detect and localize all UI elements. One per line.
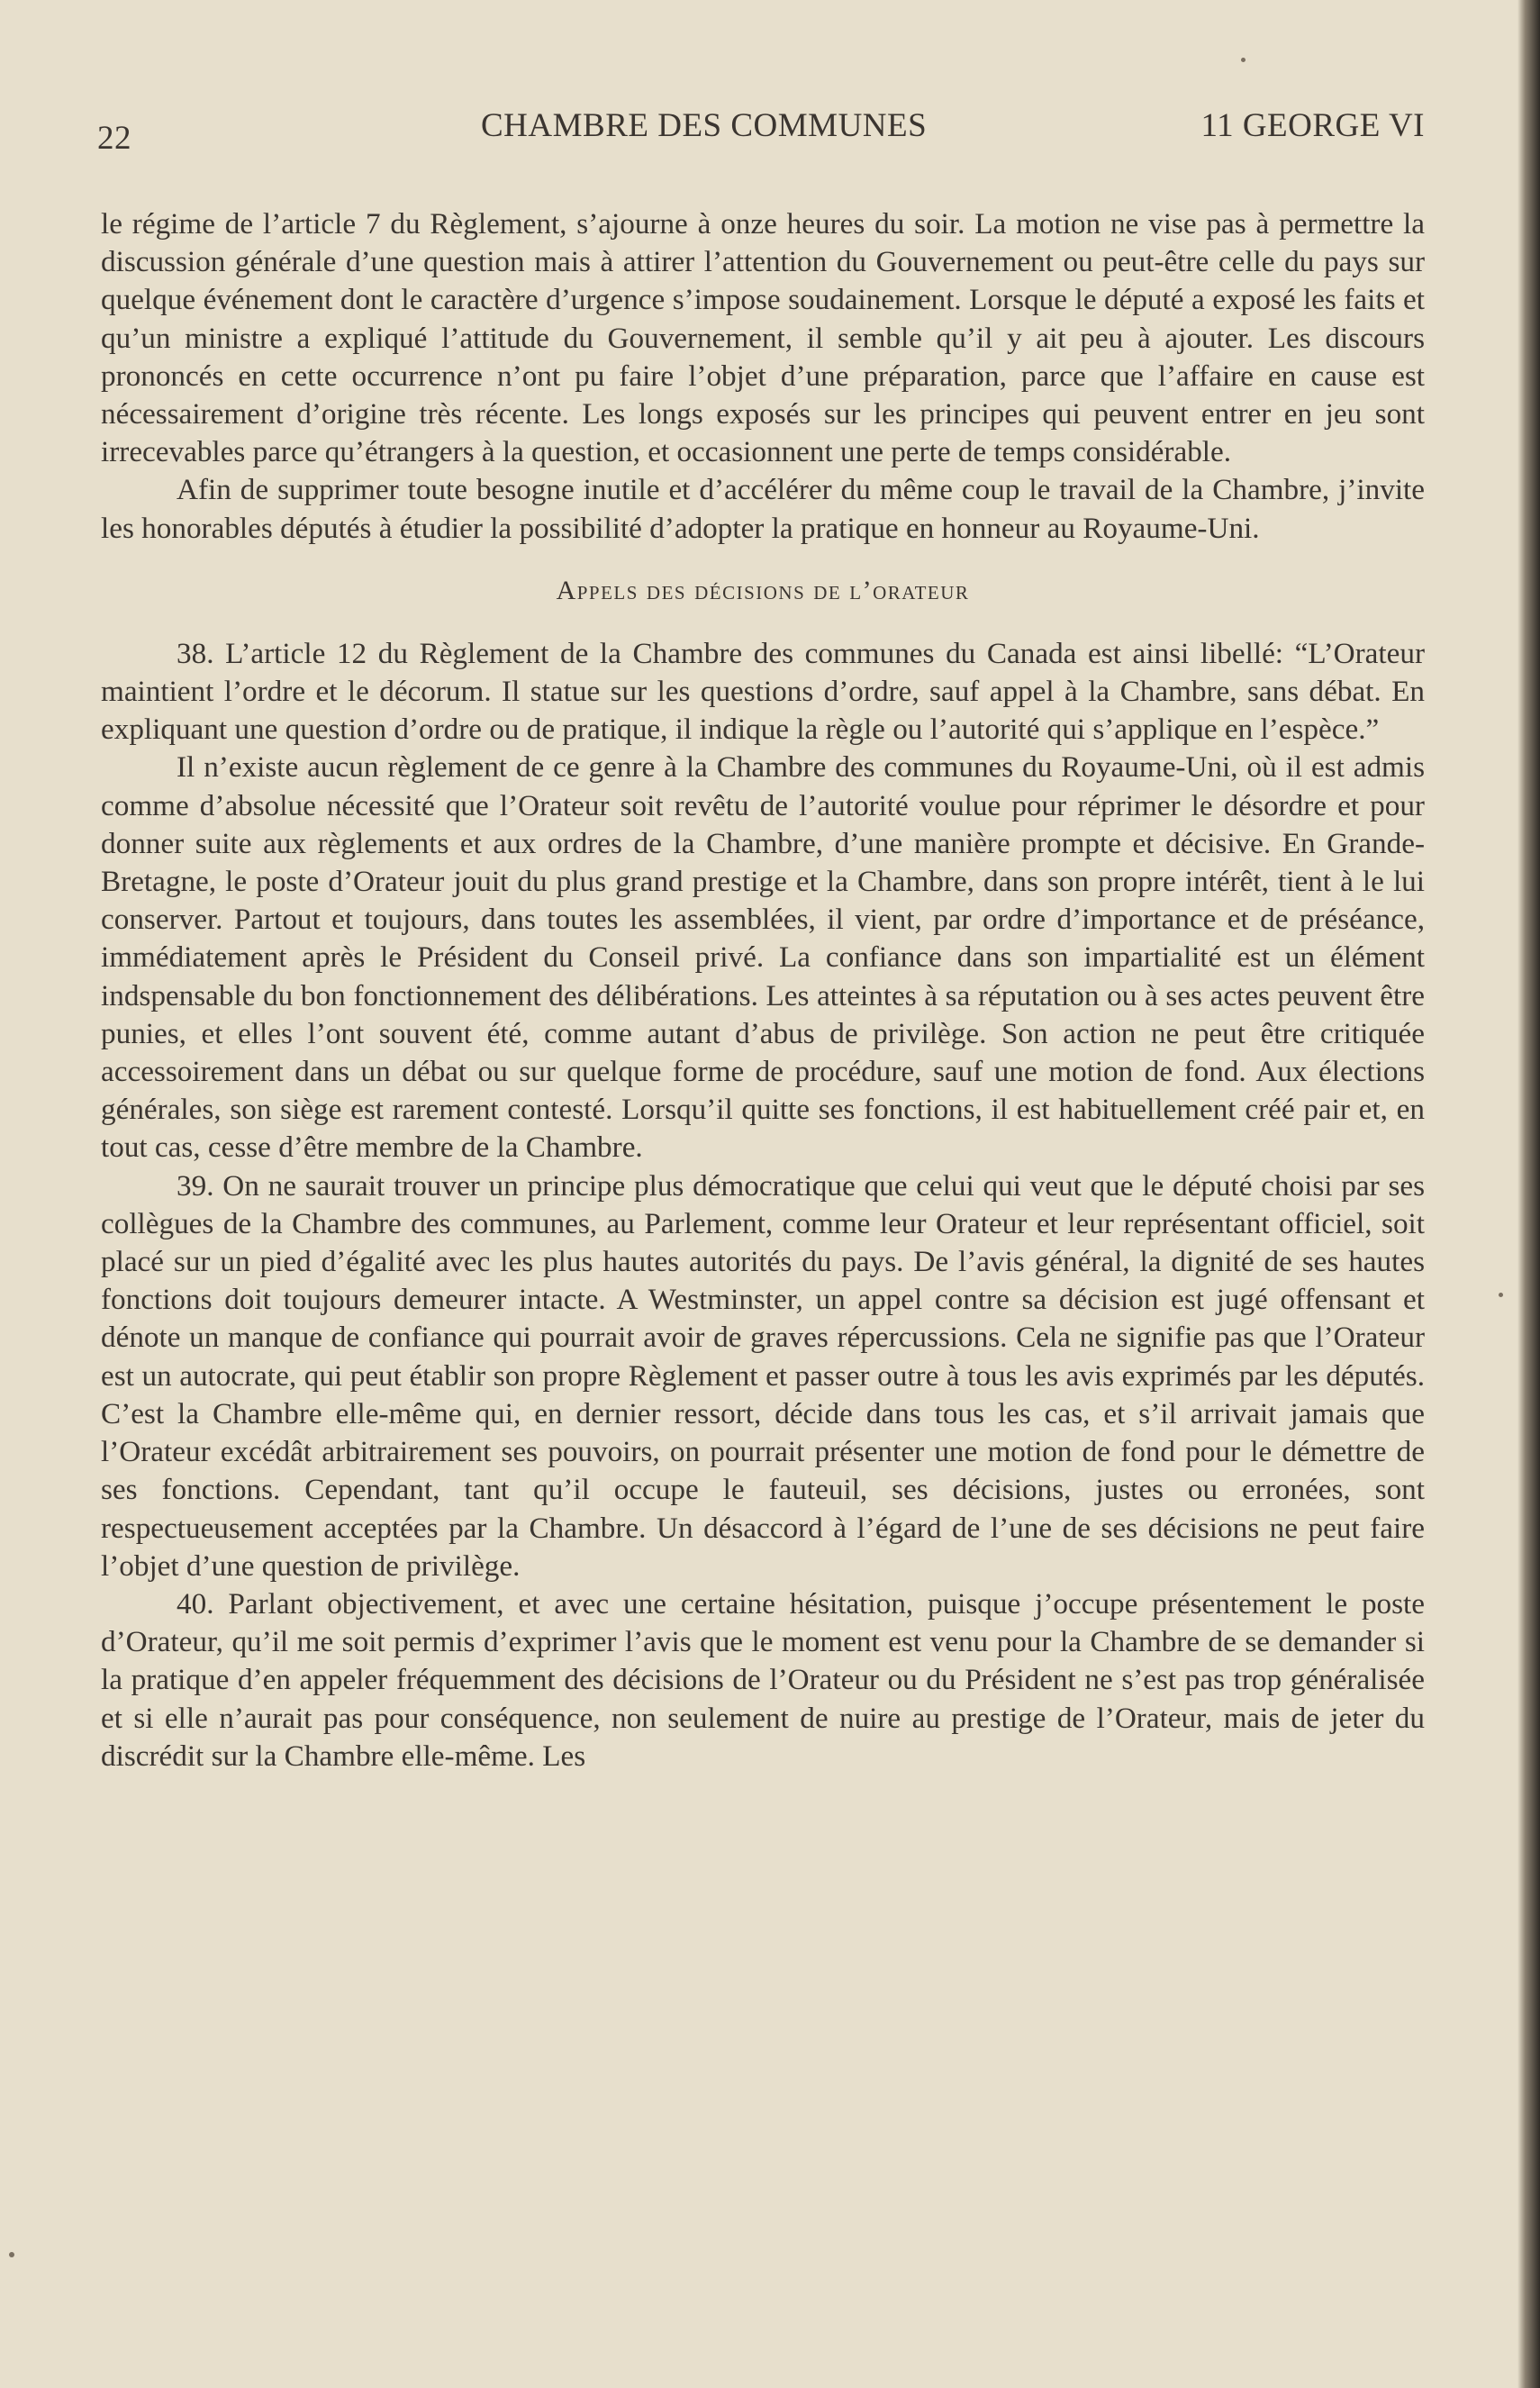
paragraph-40: 40. Parlant objectivement, et avec une certaine hésitation, puisque j’occupe présentement le poste d’Orateur, qu’il me soit permis d’exprimer l’avis que le moment est venu pour la Chambre de se demander si la pratique d’en appeler fréquemment des décisions de l’Orateur ou du Président ne s’est pas trop généralisée et si elle n’aurait pas pour conséquence, non seulement de nuire au prestige de l’Orateur, mais de jeter du discrédit sur la Chambre elle-même. Les bbox=[101, 1586, 1425, 1773]
running-title: CHAMBRE DES COMMUNES bbox=[481, 107, 928, 144]
paper-speck bbox=[1241, 58, 1246, 62]
page-number: 22 bbox=[97, 120, 131, 157]
section-heading: Appels des décisions de l’orateur bbox=[556, 575, 970, 605]
paragraph-39: 39. On ne saurait trouver un principe plus démocratique que celui qui veut que le député choisi par ses collègues de la Chambre des communes, au Parlement, comme leur Orateur et leur représentant officiel, soit placé sur un pied d’égalité avec les plus hautes autorités du pays. De l’avis général, la dignité de ses hautes fonctions doit toujours demeurer intacte. A Westminster, un appel contre sa décision est jugé offensant et dénote un manque de confiance qui pourrait avoir de graves répercussions. Cela ne signifie pas que l’Orateur est un autocrate, qui peut établir son propre Règlement et passer outre à tous les avis exprimés par les députés. C’est la Chambre elle-même qui, en dernier ressort, décide dans tous les cas, et s’il arrivait jamais que l’Orateur excédât arbitrairement ses pouvoirs, on pourrait présenter une motion de fond pour le démettre de ses fonctions. Cependant, tant qu’il occupe le fauteuil, ses décisions, justes ou erronées, sont respectueusement acceptées par la Chambre. Un désaccord à l’égard de l’une de ses décisions ne peut faire l’objet d’une question de privilège. bbox=[101, 1168, 1425, 1583]
page-binding-edge bbox=[1517, 0, 1540, 2388]
paragraph-continued: le régime de l’article 7 du Règlement, s’ajourne à onze heures du soir. La motion ne vise pas à permettre la discussion générale d’une question mais à attirer l’attention du Gouvernement ou peut-être celle du pays sur quelque événement dont le caractère d’urgence s’impose soudainement. Lorsque le député a exposé les faits et qu’un ministre a expliqué l’attitude du Gouvernement, il semble qu’il y ait peu à ajouter. Les discours prononcés en cette occurrence n’ont pu faire l’objet d’une préparation, parce que l’affaire en cause est nécessairement d’origine très récente. Les longs exposés sur les principes qui peuvent entrer en jeu sont irrecevables parce qu’étrangers à la question, et occasionnent une perte de temps considérable. bbox=[101, 207, 1425, 469]
paper-speck bbox=[9, 2252, 14, 2257]
body-text bbox=[101, 205, 1425, 1775]
paper-speck bbox=[1499, 1293, 1503, 1297]
running-header bbox=[97, 106, 1425, 160]
paragraph-38: 38. L’article 12 du Règlement de la Chambre des communes du Canada est ainsi libellé: “L’Orateur maintient l’ordre et le décorum. Il statue sur les questions d’ordre, sauf appel à la Chambre, sans débat. En expliquant une question d’ordre ou de pratique, il indique la règle ou l’autorité qui s’applique en l’espèce.” bbox=[101, 636, 1425, 747]
paragraph: Il n’existe aucun règlement de ce genre à la Chambre des communes du Royaume-Uni, où il est admis comme d’absolue nécessité que l’Orateur soit revêtu de l’autorité voulue pour réprimer le désordre et pour donner suite aux règlements et aux ordres de la Chambre, d’une manière prompte et décisive. En Grande-Bretagne, le poste d’Orateur jouit du plus grand prestige et la Chambre, dans son propre intérêt, tient à le lui conserver. Partout et toujours, dans toutes les assemblées, il vient, par ordre d’importance et de préséance, immédiatement après le Président du Conseil privé. La confiance dans son impartialité est un élément indspensable du bon fonctionnement des délibérations. Les atteintes à sa réputation ou à ses actes peuvent être punies, et elles l’ont souvent été, comme autant d’abus de privilège. Son action ne peut être critiquée accessoirement dans un débat ou sur quelque forme de procédure, sauf une motion de fond. Aux élections générales, son siège est rarement contesté. Lorsqu’il quitte ses fonctions, il est habituellement créé pair et, en tout cas, cesse d’être membre de la Chambre. bbox=[101, 750, 1425, 1165]
paragraph: Afin de supprimer toute besogne inutile et d’accélérer du même coup le travail de la Chambre, j’invite les honorables députés à étudier la possibilité d’adopter la pratique en honneur au Royaume-Uni. bbox=[101, 473, 1425, 545]
regnal-year: 11 GEORGE VI bbox=[1200, 107, 1425, 144]
